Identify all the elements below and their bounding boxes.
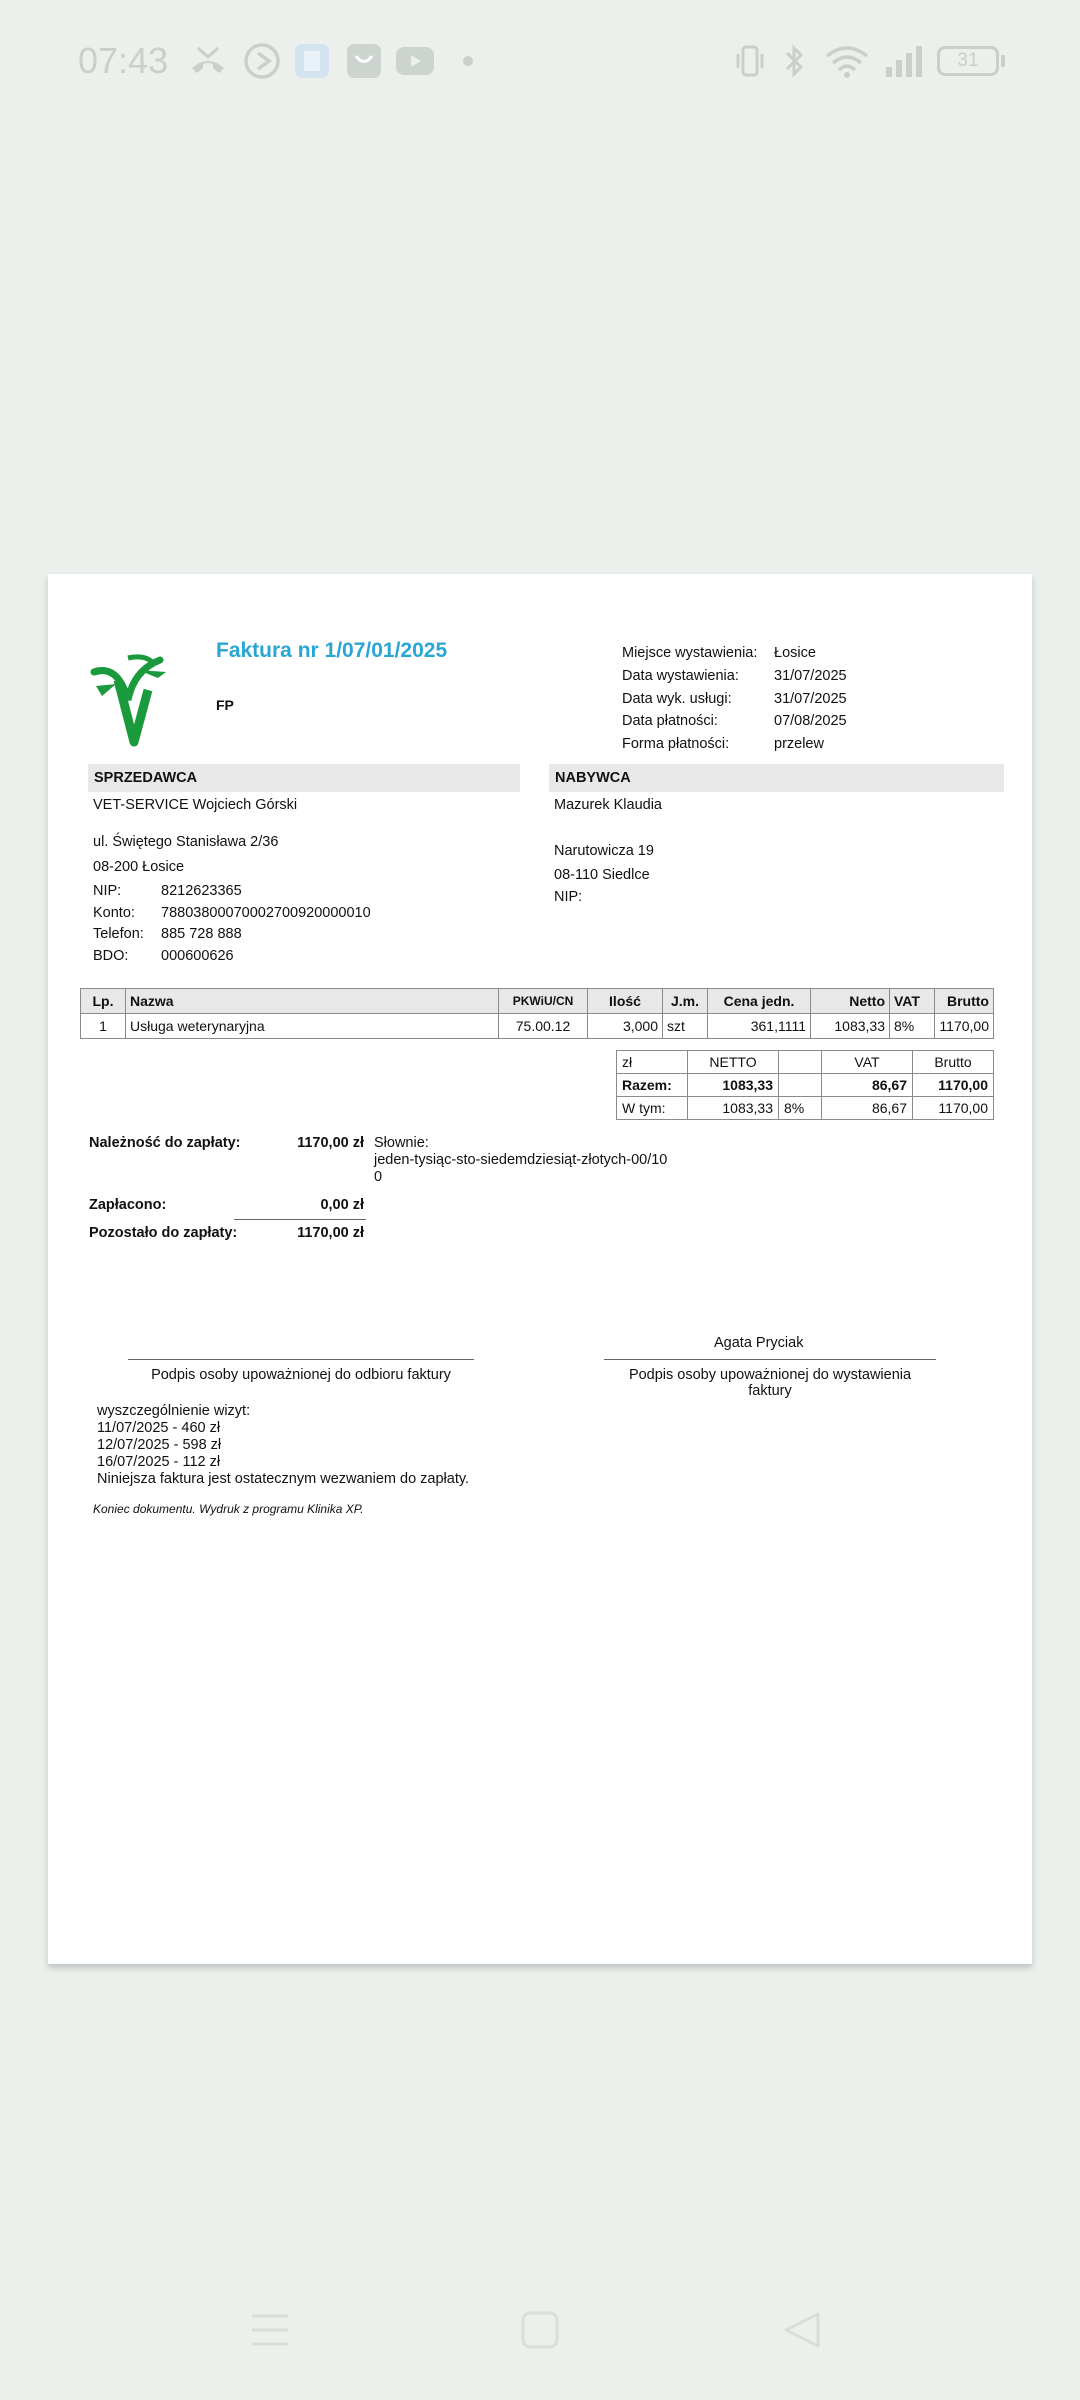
cell-lp: 1 — [81, 1014, 126, 1039]
issuer-name: Agata Pryciak — [714, 1335, 804, 1351]
summ-cell: NETTO — [688, 1051, 779, 1074]
menu-button[interactable] — [250, 2310, 290, 2350]
col-lp: Lp. — [81, 989, 126, 1014]
summary-breakdown-row — [617, 1097, 994, 1120]
invoice-subtitle: FP — [216, 697, 234, 713]
play-circle-icon — [240, 40, 284, 82]
document-footer: Koniec dokumentu. Wydruk z programu Klinika XP. — [93, 1502, 364, 1516]
clinic-logo-icon — [88, 650, 168, 750]
seller-street: ul. Świętego Stanisława 2/36 — [93, 834, 279, 850]
amount-due-value: 1170,00 zł — [297, 1135, 364, 1151]
summ-cell: 1083,33 — [688, 1074, 779, 1097]
summ-cell: Brutto — [913, 1051, 994, 1074]
meta-value: Łosice — [774, 645, 816, 661]
summ-cell: W tym: — [617, 1097, 688, 1120]
seller-name: VET-SERVICE Wojciech Górski — [93, 797, 298, 813]
amount-words-label: Słownie: — [374, 1135, 429, 1151]
notes-line: 11/07/2025 - 460 zł — [97, 1420, 221, 1436]
issuer-signature-caption: Podpis osoby upoważnionej do wystawienia — [628, 1367, 912, 1383]
summ-cell: zł — [617, 1051, 688, 1074]
meta-value: 31/07/2025 — [774, 691, 847, 707]
remaining-value: 1170,00 zł — [297, 1225, 364, 1241]
seller-bdo: 000600626 — [161, 948, 234, 964]
col-pkwiu: PKWiU/CN — [499, 989, 588, 1014]
receiver-signature-line — [128, 1359, 474, 1360]
summ-cell — [779, 1051, 822, 1074]
cell-qty: 3,000 — [588, 1014, 663, 1039]
amount-words-line1: jeden-tysiąc-sto-siedemdziesiąt-złotych-00/10 — [374, 1152, 668, 1168]
summ-cell: 1170,00 — [913, 1074, 994, 1097]
youtube-icon — [394, 40, 436, 82]
dot-icon — [458, 40, 478, 82]
meta-label: Data płatności: — [622, 713, 718, 729]
vibrate-icon — [732, 40, 768, 82]
wifi-icon — [822, 40, 872, 82]
home-icon — [520, 2310, 560, 2350]
cell-pkwiu: 75.00.12 — [499, 1014, 588, 1039]
home-button[interactable] — [520, 2310, 560, 2350]
seller-account: 78803800070002700920000010 — [161, 905, 371, 921]
col-qty: Ilość — [588, 989, 663, 1014]
summ-cell: 1083,33 — [688, 1097, 779, 1120]
buyer-name: Mazurek Klaudia — [554, 797, 662, 813]
col-name: Nazwa — [126, 989, 499, 1014]
items-table — [80, 988, 994, 1039]
paid-value: 0,00 zł — [320, 1197, 364, 1213]
summary-table — [616, 1050, 994, 1120]
summ-cell: 86,67 — [822, 1074, 913, 1097]
notes-app-icon — [292, 40, 332, 82]
buyer-city: 08-110 Siedlce — [554, 867, 650, 883]
summary-header-row — [617, 1051, 994, 1074]
col-vat: VAT — [890, 989, 935, 1014]
battery-icon — [936, 40, 1006, 82]
summ-cell: 8% — [779, 1097, 822, 1120]
meta-label: Miejsce wystawienia: — [622, 645, 758, 661]
seller-field-label: Konto: — [93, 905, 135, 921]
buyer-header: NABYWCA — [549, 764, 1004, 792]
cell-net: 1083,33 — [811, 1014, 890, 1039]
notes-line: Niniejsza faktura jest ostatecznym wezwaniem do zapłaty. — [97, 1471, 470, 1487]
summ-cell: 1170,00 — [913, 1097, 994, 1120]
remaining-label: Pozostało do zapłaty: — [89, 1225, 238, 1241]
meta-label: Data wystawienia: — [622, 668, 739, 684]
menu-icon — [250, 2310, 290, 2350]
shop-bag-icon — [344, 40, 384, 82]
amount-words-line2: 0 — [374, 1169, 383, 1185]
bluetooth-icon — [780, 40, 810, 82]
issuer-signature-line — [604, 1359, 936, 1360]
paid-label: Zapłacono: — [89, 1197, 167, 1213]
receiver-signature-caption: Podpis osoby upoważnionej do odbioru faktury — [151, 1367, 451, 1383]
meta-value: 31/07/2025 — [774, 668, 847, 684]
col-unit: J.m. — [663, 989, 708, 1014]
seller-city: 08-200 Łosice — [93, 859, 185, 875]
issuer-signature-caption-cont: faktury — [748, 1383, 792, 1399]
table-row — [81, 1014, 994, 1039]
buyer-nip-label: NIP: — [554, 889, 583, 905]
cell-gross: 1170,00 — [935, 1014, 994, 1039]
amount-due-label: Należność do zapłaty: — [89, 1135, 241, 1151]
back-icon — [782, 2310, 822, 2350]
navigation-bar — [0, 2280, 1080, 2400]
meta-value: 07/08/2025 — [774, 713, 847, 729]
seller-field-label: NIP: — [93, 883, 122, 899]
seller-nip: 8212623365 — [161, 883, 242, 899]
battery-level: 31 — [937, 46, 999, 76]
seller-field-label: BDO: — [93, 948, 129, 964]
notes-line: 12/07/2025 - 598 zł — [97, 1437, 222, 1453]
notes-line: 16/07/2025 - 112 zł — [97, 1454, 221, 1470]
status-bar — [0, 0, 1080, 120]
summary-total-row — [617, 1074, 994, 1097]
summ-cell — [779, 1074, 822, 1097]
notes-line: wyszczególnienie wizyt: — [97, 1403, 251, 1419]
summ-cell: 86,67 — [822, 1097, 913, 1120]
cell-unit: szt — [663, 1014, 708, 1039]
meta-value: przelew — [774, 736, 824, 752]
status-time: 07:43 — [78, 40, 169, 81]
seller-phone: 885 728 888 — [161, 926, 242, 942]
invoice-page — [48, 574, 1032, 1964]
signal-icon — [882, 40, 926, 82]
summ-cell: Razem: — [617, 1074, 688, 1097]
col-gross: Brutto — [935, 989, 994, 1014]
missed-call-icon — [186, 40, 230, 82]
col-net: Netto — [811, 989, 890, 1014]
back-button[interactable] — [782, 2310, 822, 2350]
summ-cell: VAT — [822, 1051, 913, 1074]
cell-vat: 8% — [890, 1014, 935, 1039]
meta-label: Forma płatności: — [622, 736, 730, 752]
seller-field-label: Telefon: — [93, 926, 144, 942]
meta-label: Data wyk. usługi: — [622, 691, 732, 707]
paid-underline — [234, 1219, 366, 1220]
cell-unit-price: 361,1111 — [708, 1014, 811, 1039]
buyer-street: Narutowicza 19 — [554, 843, 654, 859]
cell-name: Usługa weterynaryjna — [126, 1014, 499, 1039]
invoice-title: Faktura nr 1/07/01/2025 — [216, 639, 448, 662]
seller-header: SPRZEDAWCA — [88, 764, 520, 792]
items-header-row — [81, 989, 994, 1014]
col-unit-price: Cena jedn. — [708, 989, 811, 1014]
